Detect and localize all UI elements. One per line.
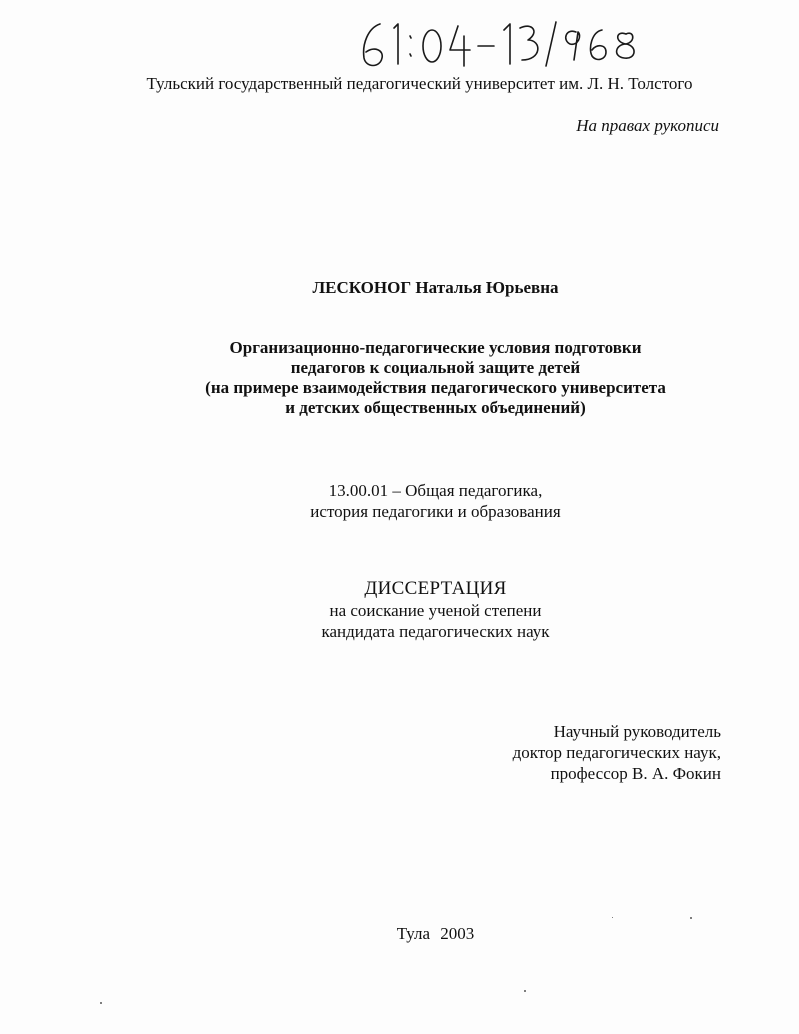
title-line: и детских общественных объединений): [285, 398, 586, 417]
supervisor-line: доктор педагогических наук,: [512, 743, 721, 762]
university-name: Тульский государственный педагогический университет им. Л. Н. Толстого: [146, 74, 693, 93]
handwritten-archive-code: [350, 14, 650, 74]
supervisor-line: Научный руководитель: [553, 722, 721, 741]
degree-line: кандидата педагогических наук: [321, 622, 550, 641]
dissertation-heading: ДИССЕРТАЦИЯ: [364, 578, 507, 599]
title-line: Организационно-педагогические условия подготовки: [229, 338, 642, 357]
title-line: (на примере взаимодействия педагогического университета: [205, 378, 666, 397]
scientific-supervisor: [513, 721, 721, 784]
author-name: ЛЕСКОНОГ Наталья Юрьевна: [312, 278, 559, 297]
degree-line: на соискание ученой степени: [329, 601, 542, 620]
degree-sought: [36, 600, 799, 642]
scan-speck: [690, 917, 692, 919]
title-line: педагогов к социальной защите детей: [290, 358, 581, 377]
dissertation-title: [36, 338, 799, 418]
manuscript-rights-label: На правах рукописи: [576, 116, 719, 135]
supervisor-line: профессор В. А. Фокин: [550, 764, 721, 783]
specialty-line: 13.00.01 – Общая педагогика,: [328, 481, 543, 500]
specialty-line: история педагогики и образования: [310, 502, 561, 521]
scan-speck: [100, 1002, 102, 1004]
scan-speck: [524, 990, 526, 992]
scan-speck: [612, 917, 613, 918]
specialty-code: [36, 480, 799, 522]
city-and-year: Тула 2003: [396, 924, 475, 943]
